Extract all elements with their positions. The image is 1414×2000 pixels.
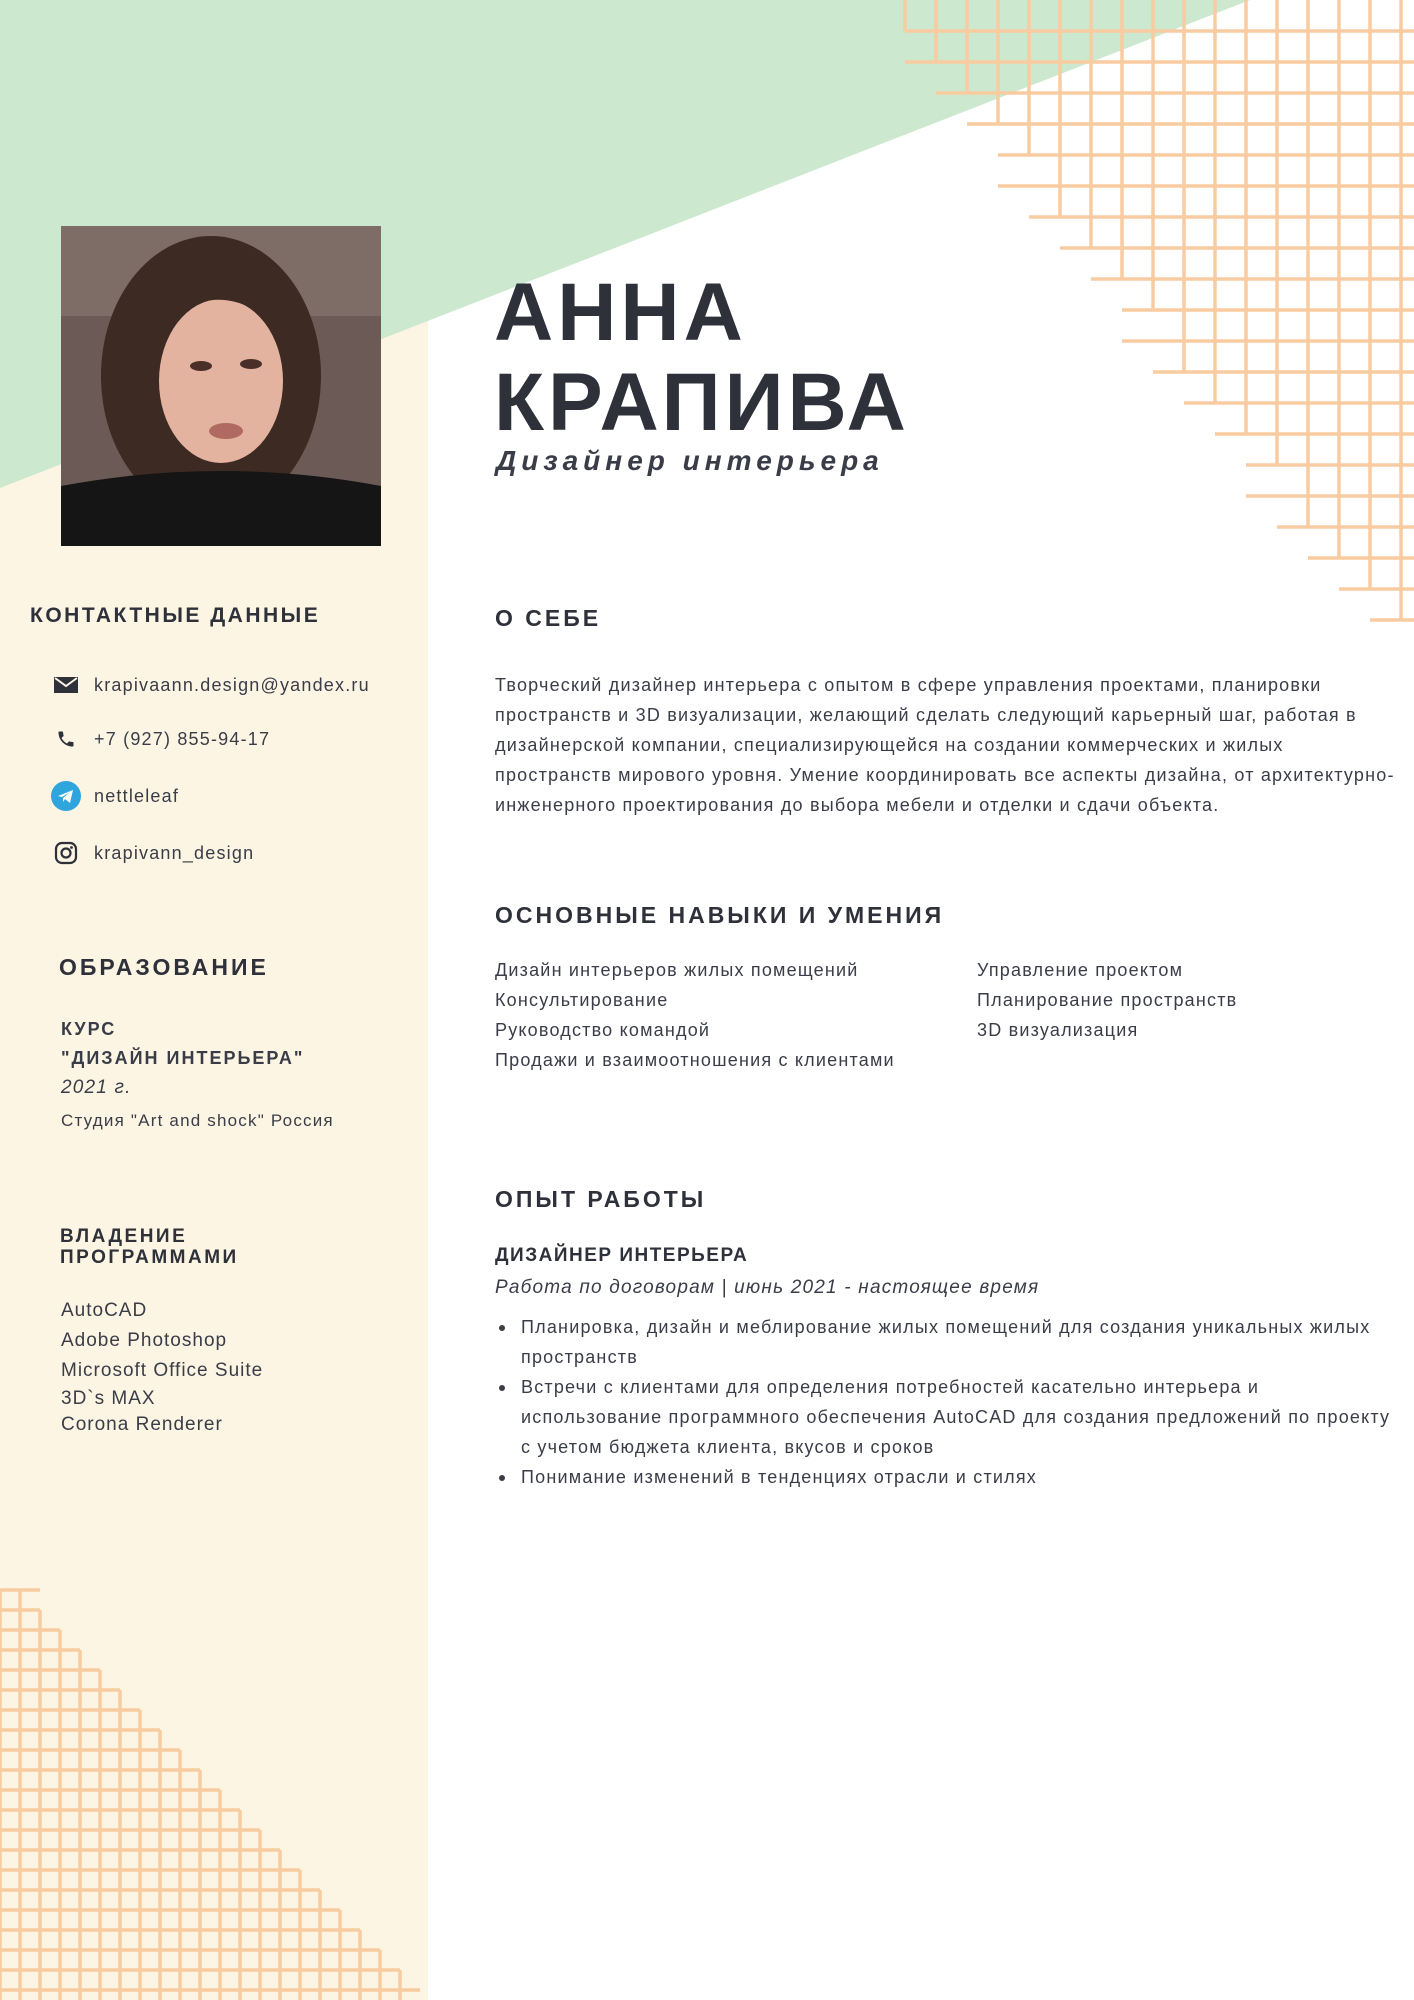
job-title: ДИЗАЙНЕР ИНТЕРЬЕРА bbox=[495, 1245, 749, 1266]
first-name: АННА bbox=[494, 267, 747, 358]
contact-phone[interactable] bbox=[50, 723, 270, 755]
software-item: 3D`s MAX bbox=[61, 1388, 156, 1409]
skill-item: Планирование пространств bbox=[977, 990, 1238, 1010]
skills-column-1 bbox=[495, 955, 915, 1075]
job-role: Дизайнер интерьера bbox=[496, 445, 884, 476]
experience-heading: ОПЫТ РАБОТЫ bbox=[495, 1186, 707, 1212]
software-heading bbox=[60, 1226, 239, 1268]
skill-item: Консультирование bbox=[495, 990, 669, 1010]
job-subtitle: Работа по договорам | июнь 2021 - настоящее время bbox=[495, 1277, 1040, 1298]
contact-email[interactable] bbox=[50, 669, 370, 701]
about-heading: О СЕБЕ bbox=[495, 605, 602, 631]
phone-icon bbox=[50, 723, 82, 755]
software-item: Microsoft Office Suite bbox=[61, 1360, 264, 1381]
contact-phone-text: +7 (927) 855-94-17 bbox=[94, 728, 271, 749]
skill-item: Продажи и взаимоотношения с клиентами bbox=[495, 1050, 895, 1070]
software-list bbox=[61, 1300, 263, 1440]
contact-instagram[interactable] bbox=[50, 837, 254, 869]
about-text: Творческий дизайнер интерьера с опытом в сфере управления проектами, планировки пространств и 3D визуализации, желающий сделать следующий карьерный шаг, работая в дизайнерской компании, специализирующейся на создании коммерческих и жилых пространств мирового уровня. Умение координировать все аспекты дизайна, от архитектурно-инженерного проектирования до выбора мебели и отделки и сдачи объекта. bbox=[495, 675, 1395, 815]
last-name: КРАПИВА bbox=[494, 357, 910, 448]
skill-item: Управление проектом bbox=[977, 960, 1184, 980]
profile-photo bbox=[61, 226, 381, 546]
education-year: 2021 г. bbox=[61, 1077, 132, 1098]
software-item: Corona Renderer bbox=[61, 1414, 223, 1435]
contacts-heading: КОНТАКТНЫЕ ДАННЫЕ bbox=[30, 604, 321, 627]
skill-item: 3D визуализация bbox=[977, 1020, 1139, 1040]
education-school: Студия "Art and shock" Россия bbox=[61, 1111, 334, 1130]
job-bullet: Понимание изменений в тенденциях отрасли и стилях bbox=[495, 1462, 1395, 1492]
envelope-icon bbox=[50, 669, 82, 701]
software-item: AutoCAD bbox=[61, 1300, 148, 1321]
skills-column-2 bbox=[977, 955, 1397, 1045]
education-type: КУРС bbox=[61, 1019, 117, 1039]
education-heading: ОБРАЗОВАНИЕ bbox=[59, 954, 269, 980]
job-bullet: Планировка, дизайн и меблирование жилых помещений для создания уникальных жилых пространств bbox=[495, 1312, 1395, 1372]
contact-instagram-text: krapivann_design bbox=[94, 842, 255, 863]
software-heading-line2: ПРОГРАММАМИ bbox=[60, 1247, 239, 1268]
job-bullets bbox=[495, 1312, 1395, 1492]
grid-pattern-bottom bbox=[0, 1590, 420, 2000]
software-heading-line1: ВЛАДЕНИЕ bbox=[60, 1226, 188, 1247]
contact-telegram[interactable] bbox=[50, 780, 179, 812]
skill-item: Дизайн интерьеров жилых помещений bbox=[495, 960, 859, 980]
grid-pattern-top bbox=[905, 0, 1414, 620]
full-name bbox=[494, 268, 910, 448]
education-title: "ДИЗАЙН ИНТЕРЬЕРА" bbox=[61, 1048, 305, 1068]
skill-item: Руководство командой bbox=[495, 1020, 711, 1040]
instagram-icon bbox=[50, 837, 82, 869]
skills-heading: ОСНОВНЫЕ НАВЫКИ И УМЕНИЯ bbox=[495, 902, 945, 928]
job-bullet: Встречи с клиентами для определения потребностей касательно интерьера и использование программного обеспечения AutoCAD для создания предложений по проекту с учетом бюджета клиента, вкусов и сроков bbox=[495, 1372, 1395, 1462]
software-item: Adobe Photoshop bbox=[61, 1330, 228, 1351]
contact-telegram-text: nettleleaf bbox=[94, 785, 180, 806]
contact-email-text: krapivaann.design@yandex.ru bbox=[94, 674, 370, 695]
telegram-icon bbox=[50, 780, 82, 812]
